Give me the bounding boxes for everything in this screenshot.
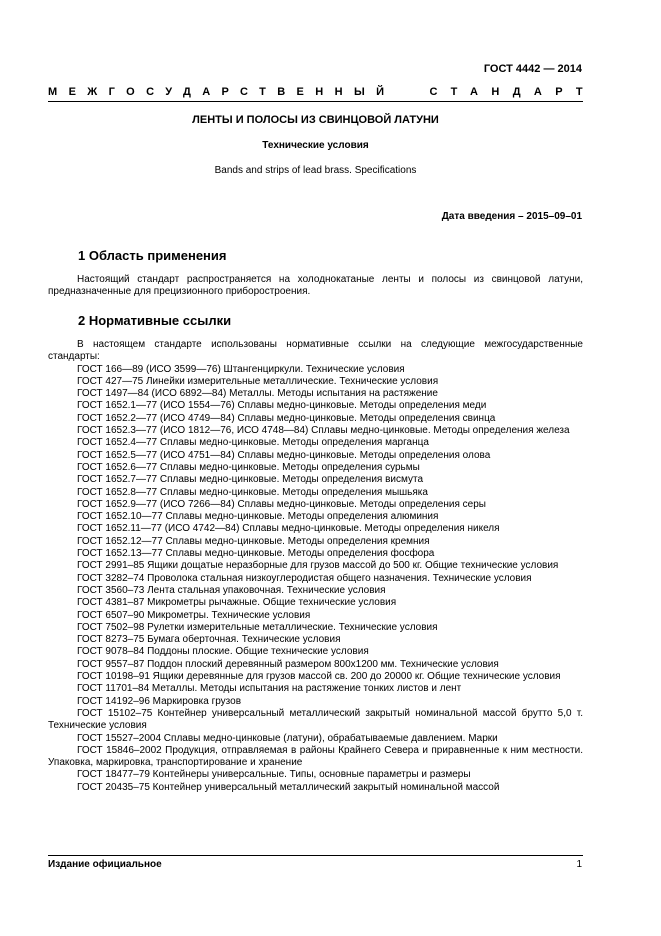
banner-right-text: СТАНДАРТ xyxy=(429,86,596,98)
section-1-body xyxy=(48,274,583,299)
section-2-intro: В настоящем стандарте использованы нормативные ссылки на следующие межгосударственные стандарты: xyxy=(48,339,583,363)
reference-item: ГОСТ 15846–2002 Продукция, отправляемая в районы Крайнего Севера и приравненные к ним местности. Упаковка, маркировка, транспортирование и хранение xyxy=(48,744,583,769)
reference-item: ГОСТ 1652.6—77 Сплавы медно-цинковые. Методы определения сурьмы xyxy=(77,461,420,473)
reference-item: ГОСТ 8273–75 Бумага оберточная. Технические условия xyxy=(77,634,341,646)
reference-item: ГОСТ 15527–2004 Сплавы медно-цинковые (латуни), обрабатываемые давлением. Марки xyxy=(77,732,498,744)
standard-banner xyxy=(48,86,596,98)
page-number: 1 xyxy=(576,859,582,870)
reference-item: ГОСТ 7502–98 Рулетки измерительные металлические. Технические условия xyxy=(77,621,438,633)
section-1-heading: 1 Область применения xyxy=(78,248,227,263)
reference-item: ГОСТ 14192–96 Маркировка грузов xyxy=(77,695,242,707)
reference-item: ГОСТ 18477–79 Контейнеры универсальные. Типы, основные параметры и размеры xyxy=(77,769,471,781)
reference-item: ГОСТ 1652.11—77 (ИСО 4742—84) Сплавы медно-цинковые. Методы определения никеля xyxy=(77,523,500,535)
reference-item: ГОСТ 2991–85 Ящики дощатые неразборные для грузов массой до 500 кг. Общие технические условия xyxy=(77,560,559,572)
reference-item: ГОСТ 1652.7—77 Сплавы медно-цинковые. Методы определения висмута xyxy=(77,474,424,486)
reference-item: ГОСТ 166—89 (ИСО 3599—76) Штангенциркули. Технические условия xyxy=(77,363,405,375)
document-subtitle: Технические условия xyxy=(262,140,369,151)
reference-item: ГОСТ 1652.12—77 Сплавы медно-цинковые. Методы определения кремния xyxy=(77,535,430,547)
reference-item: ГОСТ 1652.13—77 Сплавы медно-цинковые. Методы определения фосфора xyxy=(77,548,435,560)
footer-divider xyxy=(48,855,583,856)
gost-number: ГОСТ 4442 — 2014 xyxy=(483,63,582,75)
reference-item: ГОСТ 1652.8—77 Сплавы медно-цинковые. Методы определения мышьяка xyxy=(77,486,428,498)
english-title: Bands and strips of lead brass. Specifications xyxy=(214,165,417,176)
reference-item: ГОСТ 1652.5—77 (ИСО 4751—84) Сплавы медно-цинковые. Методы определения олова xyxy=(77,449,491,461)
reference-item: ГОСТ 20435–75 Контейнер универсальный металлический закрытый номинальной массой xyxy=(77,781,500,793)
reference-item: ГОСТ 1652.9—77 (ИСО 7266—84) Сплавы медно-цинковые. Методы определения серы xyxy=(77,498,486,510)
references-list xyxy=(48,364,583,794)
reference-item: ГОСТ 3560–73 Лента стальная упаковочная. Технические условия xyxy=(77,584,386,596)
reference-item: ГОСТ 427—75 Линейки измерительные металлические. Технические условия xyxy=(77,375,439,387)
effective-date: Дата введения – 2015–09–01 xyxy=(441,211,582,222)
section-1-text: Настоящий стандарт распространяется на холоднокатаные ленты и полосы из свинцовой латуни, предназначенные для прецизионного приборостроения. xyxy=(48,274,583,298)
reference-item: ГОСТ 9557–87 Поддон плоский деревянный размером 800х1200 мм. Технические условия xyxy=(77,658,499,670)
reference-item: ГОСТ 3282–74 Проволока стальная низкоуглеродистая общего назначения. Технические условия xyxy=(77,572,532,584)
reference-item: ГОСТ 1652.4—77 Сплавы медно-цинковые. Методы определения марганца xyxy=(77,437,429,449)
reference-item: ГОСТ 9078–84 Поддоны плоские. Общие технические условия xyxy=(77,646,369,658)
section-2-body xyxy=(48,339,583,794)
reference-item: ГОСТ 1652.2—77 (ИСО 4749—84) Сплавы медно-цинковые. Методы определения свинца xyxy=(77,412,496,424)
reference-item: ГОСТ 10198–91 Ящики деревянные для грузов массой св. 200 до 20000 кг. Общие технические условия xyxy=(77,671,561,683)
section-2-heading: 2 Нормативные ссылки xyxy=(78,313,232,328)
banner-left-text: МЕЖГОСУДАРСТВЕННЫЙ xyxy=(48,86,396,98)
header-divider xyxy=(48,101,583,102)
official-edition-label: Издание официальное xyxy=(48,859,162,870)
reference-item: ГОСТ 15102–75 Контейнер универсальный металлический закрытый номинальной массой брутто 5,0 т. Технические условия xyxy=(48,707,583,732)
document-title: ЛЕНТЫ И ПОЛОСЫ ИЗ СВИНЦОВОЙ ЛАТУНИ xyxy=(192,114,439,126)
reference-item: ГОСТ 4381–87 Микрометры рычажные. Общие технические условия xyxy=(77,597,397,609)
reference-item: ГОСТ 11701–84 Металлы. Методы испытания на растяжение тонких листов и лент xyxy=(77,683,462,695)
reference-item: ГОСТ 1652.3—77 (ИСО 1812—76, ИСО 4748—84) Сплавы медно-цинковые. Методы определения железа xyxy=(77,425,570,437)
reference-item: ГОСТ 1652.10—77 Сплавы медно-цинковые. Методы определения алюминия xyxy=(77,511,439,523)
reference-item: ГОСТ 1652.1—77 (ИСО 1554—76) Сплавы медно-цинковые. Методы определения меди xyxy=(77,400,487,412)
reference-item: ГОСТ 1497—84 (ИСО 6892—84) Металлы. Методы испытания на растяжение xyxy=(77,388,438,400)
reference-item: ГОСТ 6507–90 Микрометры. Технические условия xyxy=(77,609,311,621)
